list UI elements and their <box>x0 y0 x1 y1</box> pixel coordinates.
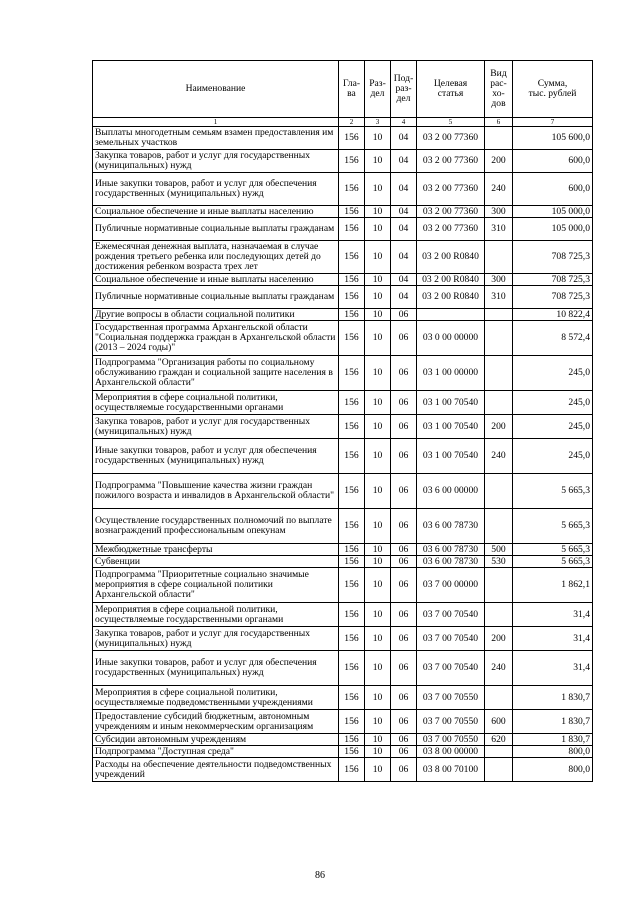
row-target: 03 2 00 77360 <box>417 150 485 173</box>
row-section: 10 <box>365 686 391 710</box>
row-name: Подпрограмма "Доступная среда" <box>93 746 339 758</box>
row-amount: 105 600,0 <box>513 127 593 150</box>
row-expense-type: 300 <box>485 206 513 218</box>
row-name: Государственная программа Архангельской области "Социальная поддержка граждан в Архангельской области (2013 – 2024 годы)" <box>93 321 339 356</box>
row-name: Публичные нормативные социальные выплаты гражданам <box>93 286 339 309</box>
table-row <box>93 627 593 651</box>
row-target: 03 2 00 77360 <box>417 173 485 206</box>
row-expense-type <box>485 746 513 758</box>
row-chapter: 156 <box>339 206 365 218</box>
row-expense-type: 300 <box>485 274 513 286</box>
row-name: Подпрограмма "Организация работы по социальному обслуживанию граждан и социальной защите населения в Архангельской области" <box>93 356 339 391</box>
table-row <box>93 127 593 150</box>
row-section: 10 <box>365 286 391 309</box>
row-name: Подпрограмма "Приоритетные социально значимые мероприятия в сфере социальной политики Архангельской области" <box>93 568 339 603</box>
row-target: 03 1 00 70540 <box>417 415 485 439</box>
row-name: Мероприятия в сфере социальной политики, осуществляемые государственными органами <box>93 391 339 415</box>
column-number: 1 <box>93 118 339 127</box>
row-name: Закупка товаров, работ и услуг для государственных (муниципальных) нужд <box>93 627 339 651</box>
row-chapter: 156 <box>339 274 365 286</box>
row-subsection: 06 <box>391 686 417 710</box>
table-row <box>93 651 593 686</box>
row-subsection: 06 <box>391 746 417 758</box>
row-chapter: 156 <box>339 746 365 758</box>
table-row <box>93 218 593 241</box>
table-row <box>93 356 593 391</box>
row-target: 03 2 00 77360 <box>417 206 485 218</box>
row-chapter: 156 <box>339 127 365 150</box>
row-target: 03 0 00 00000 <box>417 321 485 356</box>
row-target: 03 7 00 70550 <box>417 686 485 710</box>
row-name: Субвенции <box>93 556 339 568</box>
row-chapter: 156 <box>339 556 365 568</box>
row-section: 10 <box>365 218 391 241</box>
row-name: Выплаты многодетным семьям взамен предоставления им земельных участков <box>93 127 339 150</box>
table-body <box>93 127 593 782</box>
table-row <box>93 686 593 710</box>
row-expense-type <box>485 686 513 710</box>
row-subsection: 04 <box>391 173 417 206</box>
row-amount: 1 830,7 <box>513 686 593 710</box>
row-target: 03 6 00 78730 <box>417 544 485 556</box>
row-expense-type: 200 <box>485 415 513 439</box>
table-row <box>93 241 593 274</box>
table-row <box>93 391 593 415</box>
row-section: 10 <box>365 758 391 782</box>
row-subsection: 06 <box>391 710 417 734</box>
row-chapter: 156 <box>339 544 365 556</box>
table-row <box>93 274 593 286</box>
row-subsection: 04 <box>391 150 417 173</box>
row-subsection: 06 <box>391 544 417 556</box>
row-amount: 105 000,0 <box>513 206 593 218</box>
row-target: 03 1 00 70540 <box>417 391 485 415</box>
row-subsection: 04 <box>391 127 417 150</box>
row-subsection: 06 <box>391 603 417 627</box>
table-row <box>93 603 593 627</box>
row-target <box>417 309 485 321</box>
row-target: 03 6 00 78730 <box>417 556 485 568</box>
row-section: 10 <box>365 544 391 556</box>
table-row <box>93 746 593 758</box>
row-target: 03 6 00 78730 <box>417 509 485 544</box>
table-row <box>93 321 593 356</box>
row-section: 10 <box>365 710 391 734</box>
row-chapter: 156 <box>339 150 365 173</box>
row-expense-type <box>485 127 513 150</box>
row-name: Межбюджетные трансферты <box>93 544 339 556</box>
row-chapter: 156 <box>339 321 365 356</box>
row-expense-type: 310 <box>485 218 513 241</box>
row-expense-type: 200 <box>485 150 513 173</box>
row-name: Расходы на обеспечение деятельности подведомственных учреждений <box>93 758 339 782</box>
row-section: 10 <box>365 274 391 286</box>
table-row <box>93 439 593 474</box>
budget-table <box>92 60 593 782</box>
row-amount: 5 665,3 <box>513 474 593 509</box>
column-number: 2 <box>339 118 365 127</box>
row-expense-type: 310 <box>485 286 513 309</box>
table-row <box>93 206 593 218</box>
table-row <box>93 710 593 734</box>
row-target: 03 7 00 70540 <box>417 651 485 686</box>
row-expense-type <box>485 391 513 415</box>
row-amount: 5 665,3 <box>513 544 593 556</box>
row-name: Социальное обеспечение и иные выплаты населению <box>93 274 339 286</box>
row-section: 10 <box>365 321 391 356</box>
row-subsection: 04 <box>391 286 417 309</box>
row-subsection: 06 <box>391 509 417 544</box>
row-target: 03 7 00 70550 <box>417 710 485 734</box>
row-section: 10 <box>365 127 391 150</box>
row-amount: 31,4 <box>513 603 593 627</box>
page-number: 86 <box>315 870 325 881</box>
row-subsection: 06 <box>391 415 417 439</box>
row-chapter: 156 <box>339 627 365 651</box>
row-section: 10 <box>365 415 391 439</box>
header-chapter: Гла- ва <box>339 61 365 118</box>
row-expense-type: 240 <box>485 439 513 474</box>
row-section: 10 <box>365 173 391 206</box>
row-amount: 245,0 <box>513 439 593 474</box>
row-target: 03 7 00 00000 <box>417 568 485 603</box>
table-row <box>93 544 593 556</box>
row-target: 03 7 00 70540 <box>417 627 485 651</box>
row-section: 10 <box>365 439 391 474</box>
row-expense-type: 500 <box>485 544 513 556</box>
header-section: Раз- дел <box>365 61 391 118</box>
row-amount: 5 665,3 <box>513 556 593 568</box>
row-amount: 245,0 <box>513 415 593 439</box>
header-name: Наименование <box>93 61 339 118</box>
row-amount: 708 725,3 <box>513 241 593 274</box>
row-target: 03 8 00 70100 <box>417 758 485 782</box>
header-target: Целевая статья <box>417 61 485 118</box>
row-subsection: 04 <box>391 206 417 218</box>
column-number: 6 <box>485 118 513 127</box>
row-section: 10 <box>365 150 391 173</box>
row-chapter: 156 <box>339 241 365 274</box>
row-expense-type <box>485 603 513 627</box>
row-amount: 1 862,1 <box>513 568 593 603</box>
row-amount: 5 665,3 <box>513 509 593 544</box>
row-amount: 1 830,7 <box>513 734 593 746</box>
row-target: 03 7 00 70540 <box>417 603 485 627</box>
table-row <box>93 474 593 509</box>
row-chapter: 156 <box>339 509 365 544</box>
row-chapter: 156 <box>339 651 365 686</box>
row-section: 10 <box>365 391 391 415</box>
row-expense-type: 240 <box>485 651 513 686</box>
row-subsection: 04 <box>391 218 417 241</box>
row-expense-type <box>485 758 513 782</box>
row-subsection: 06 <box>391 474 417 509</box>
row-amount: 800,0 <box>513 758 593 782</box>
row-chapter: 156 <box>339 286 365 309</box>
row-name: Подпрограмма "Повышение качества жизни граждан пожилого возраста и инвалидов в Архангельской области" <box>93 474 339 509</box>
row-subsection: 06 <box>391 568 417 603</box>
row-expense-type <box>485 241 513 274</box>
row-target: 03 2 00 R0840 <box>417 286 485 309</box>
row-amount: 245,0 <box>513 356 593 391</box>
row-expense-type <box>485 321 513 356</box>
row-target: 03 6 00 00000 <box>417 474 485 509</box>
row-name: Мероприятия в сфере социальной политики, осуществляемые подведомственными учреждениями <box>93 686 339 710</box>
row-section: 10 <box>365 474 391 509</box>
row-expense-type <box>485 309 513 321</box>
row-amount: 31,4 <box>513 651 593 686</box>
row-name: Предоставление субсидий бюджетным, автономным учреждениям и иным некоммерческим организациям <box>93 710 339 734</box>
row-name: Социальное обеспечение и иные выплаты населению <box>93 206 339 218</box>
row-amount: 708 725,3 <box>513 286 593 309</box>
row-expense-type: 620 <box>485 734 513 746</box>
header-expense-type: Вид рас- хо- дов <box>485 61 513 118</box>
row-section: 10 <box>365 734 391 746</box>
table-row <box>93 734 593 746</box>
row-subsection: 06 <box>391 556 417 568</box>
row-target: 03 1 00 00000 <box>417 356 485 391</box>
row-subsection: 06 <box>391 309 417 321</box>
header-subsection: Под- раз- дел <box>391 61 417 118</box>
table-row <box>93 173 593 206</box>
row-amount: 600,0 <box>513 173 593 206</box>
row-chapter: 156 <box>339 474 365 509</box>
row-expense-type <box>485 474 513 509</box>
header-row <box>93 61 593 118</box>
column-number: 7 <box>513 118 593 127</box>
row-section: 10 <box>365 509 391 544</box>
row-target: 03 8 00 00000 <box>417 746 485 758</box>
row-subsection: 06 <box>391 391 417 415</box>
row-amount: 708 725,3 <box>513 274 593 286</box>
row-subsection: 06 <box>391 321 417 356</box>
row-chapter: 156 <box>339 603 365 627</box>
row-expense-type: 200 <box>485 627 513 651</box>
row-name: Мероприятия в сфере социальной политики, осуществляемые государственными органами <box>93 603 339 627</box>
row-expense-type <box>485 356 513 391</box>
row-chapter: 156 <box>339 734 365 746</box>
row-chapter: 156 <box>339 758 365 782</box>
row-expense-type: 240 <box>485 173 513 206</box>
row-section: 10 <box>365 556 391 568</box>
row-subsection: 06 <box>391 439 417 474</box>
table-row <box>93 568 593 603</box>
row-expense-type: 530 <box>485 556 513 568</box>
row-section: 10 <box>365 206 391 218</box>
table-row <box>93 758 593 782</box>
row-amount: 1 830,7 <box>513 710 593 734</box>
header-amount: Сумма, тыс. рублей <box>513 61 593 118</box>
row-expense-type <box>485 568 513 603</box>
row-subsection: 06 <box>391 651 417 686</box>
row-chapter: 156 <box>339 710 365 734</box>
row-amount: 31,4 <box>513 627 593 651</box>
row-chapter: 156 <box>339 173 365 206</box>
row-subsection: 04 <box>391 274 417 286</box>
row-chapter: 156 <box>339 356 365 391</box>
row-subsection: 06 <box>391 758 417 782</box>
column-number: 5 <box>417 118 485 127</box>
row-subsection: 04 <box>391 241 417 274</box>
table-row <box>93 556 593 568</box>
table-row <box>93 309 593 321</box>
row-amount: 600,0 <box>513 150 593 173</box>
row-section: 10 <box>365 241 391 274</box>
row-amount: 10 822,4 <box>513 309 593 321</box>
row-chapter: 156 <box>339 568 365 603</box>
row-section: 10 <box>365 568 391 603</box>
row-name: Осуществление государственных полномочий по выплате вознаграждений профессиональным опекунам <box>93 509 339 544</box>
column-number-row <box>93 118 593 127</box>
column-number: 4 <box>391 118 417 127</box>
row-target: 03 2 00 R0840 <box>417 241 485 274</box>
row-expense-type: 600 <box>485 710 513 734</box>
row-chapter: 156 <box>339 439 365 474</box>
table-row <box>93 415 593 439</box>
table-row <box>93 509 593 544</box>
row-name: Публичные нормативные социальные выплаты гражданам <box>93 218 339 241</box>
row-name: Закупка товаров, работ и услуг для государственных (муниципальных) нужд <box>93 150 339 173</box>
table-row <box>93 150 593 173</box>
row-name: Ежемесячная денежная выплата, назначаемая в случае рождения третьего ребенка или последующих детей до достижения ребенком возраста трех лет <box>93 241 339 274</box>
row-chapter: 156 <box>339 391 365 415</box>
row-section: 10 <box>365 356 391 391</box>
row-chapter: 156 <box>339 686 365 710</box>
row-amount: 105 000,0 <box>513 218 593 241</box>
row-name: Закупка товаров, работ и услуг для государственных (муниципальных) нужд <box>93 415 339 439</box>
row-section: 10 <box>365 746 391 758</box>
row-chapter: 156 <box>339 415 365 439</box>
row-subsection: 06 <box>391 356 417 391</box>
row-name: Субсидии автономным учреждениям <box>93 734 339 746</box>
row-name: Иные закупки товаров, работ и услуг для обеспечения государственных (муниципальных) нужд <box>93 439 339 474</box>
row-expense-type <box>485 509 513 544</box>
row-subsection: 06 <box>391 734 417 746</box>
row-section: 10 <box>365 309 391 321</box>
row-target: 03 7 00 70550 <box>417 734 485 746</box>
row-section: 10 <box>365 651 391 686</box>
row-subsection: 06 <box>391 627 417 651</box>
row-chapter: 156 <box>339 309 365 321</box>
row-target: 03 2 00 77360 <box>417 218 485 241</box>
row-section: 10 <box>365 627 391 651</box>
column-number: 3 <box>365 118 391 127</box>
row-chapter: 156 <box>339 218 365 241</box>
row-name: Другие вопросы в области социальной политики <box>93 309 339 321</box>
row-amount: 8 572,4 <box>513 321 593 356</box>
table-row <box>93 286 593 309</box>
row-target: 03 2 00 77360 <box>417 127 485 150</box>
row-amount: 245,0 <box>513 391 593 415</box>
row-name: Иные закупки товаров, работ и услуг для обеспечения государственных (муниципальных) нужд <box>93 173 339 206</box>
row-target: 03 2 00 R0840 <box>417 274 485 286</box>
row-section: 10 <box>365 603 391 627</box>
row-target: 03 1 00 70540 <box>417 439 485 474</box>
row-amount: 800,0 <box>513 746 593 758</box>
row-name: Иные закупки товаров, работ и услуг для обеспечения государственных (муниципальных) нужд <box>93 651 339 686</box>
